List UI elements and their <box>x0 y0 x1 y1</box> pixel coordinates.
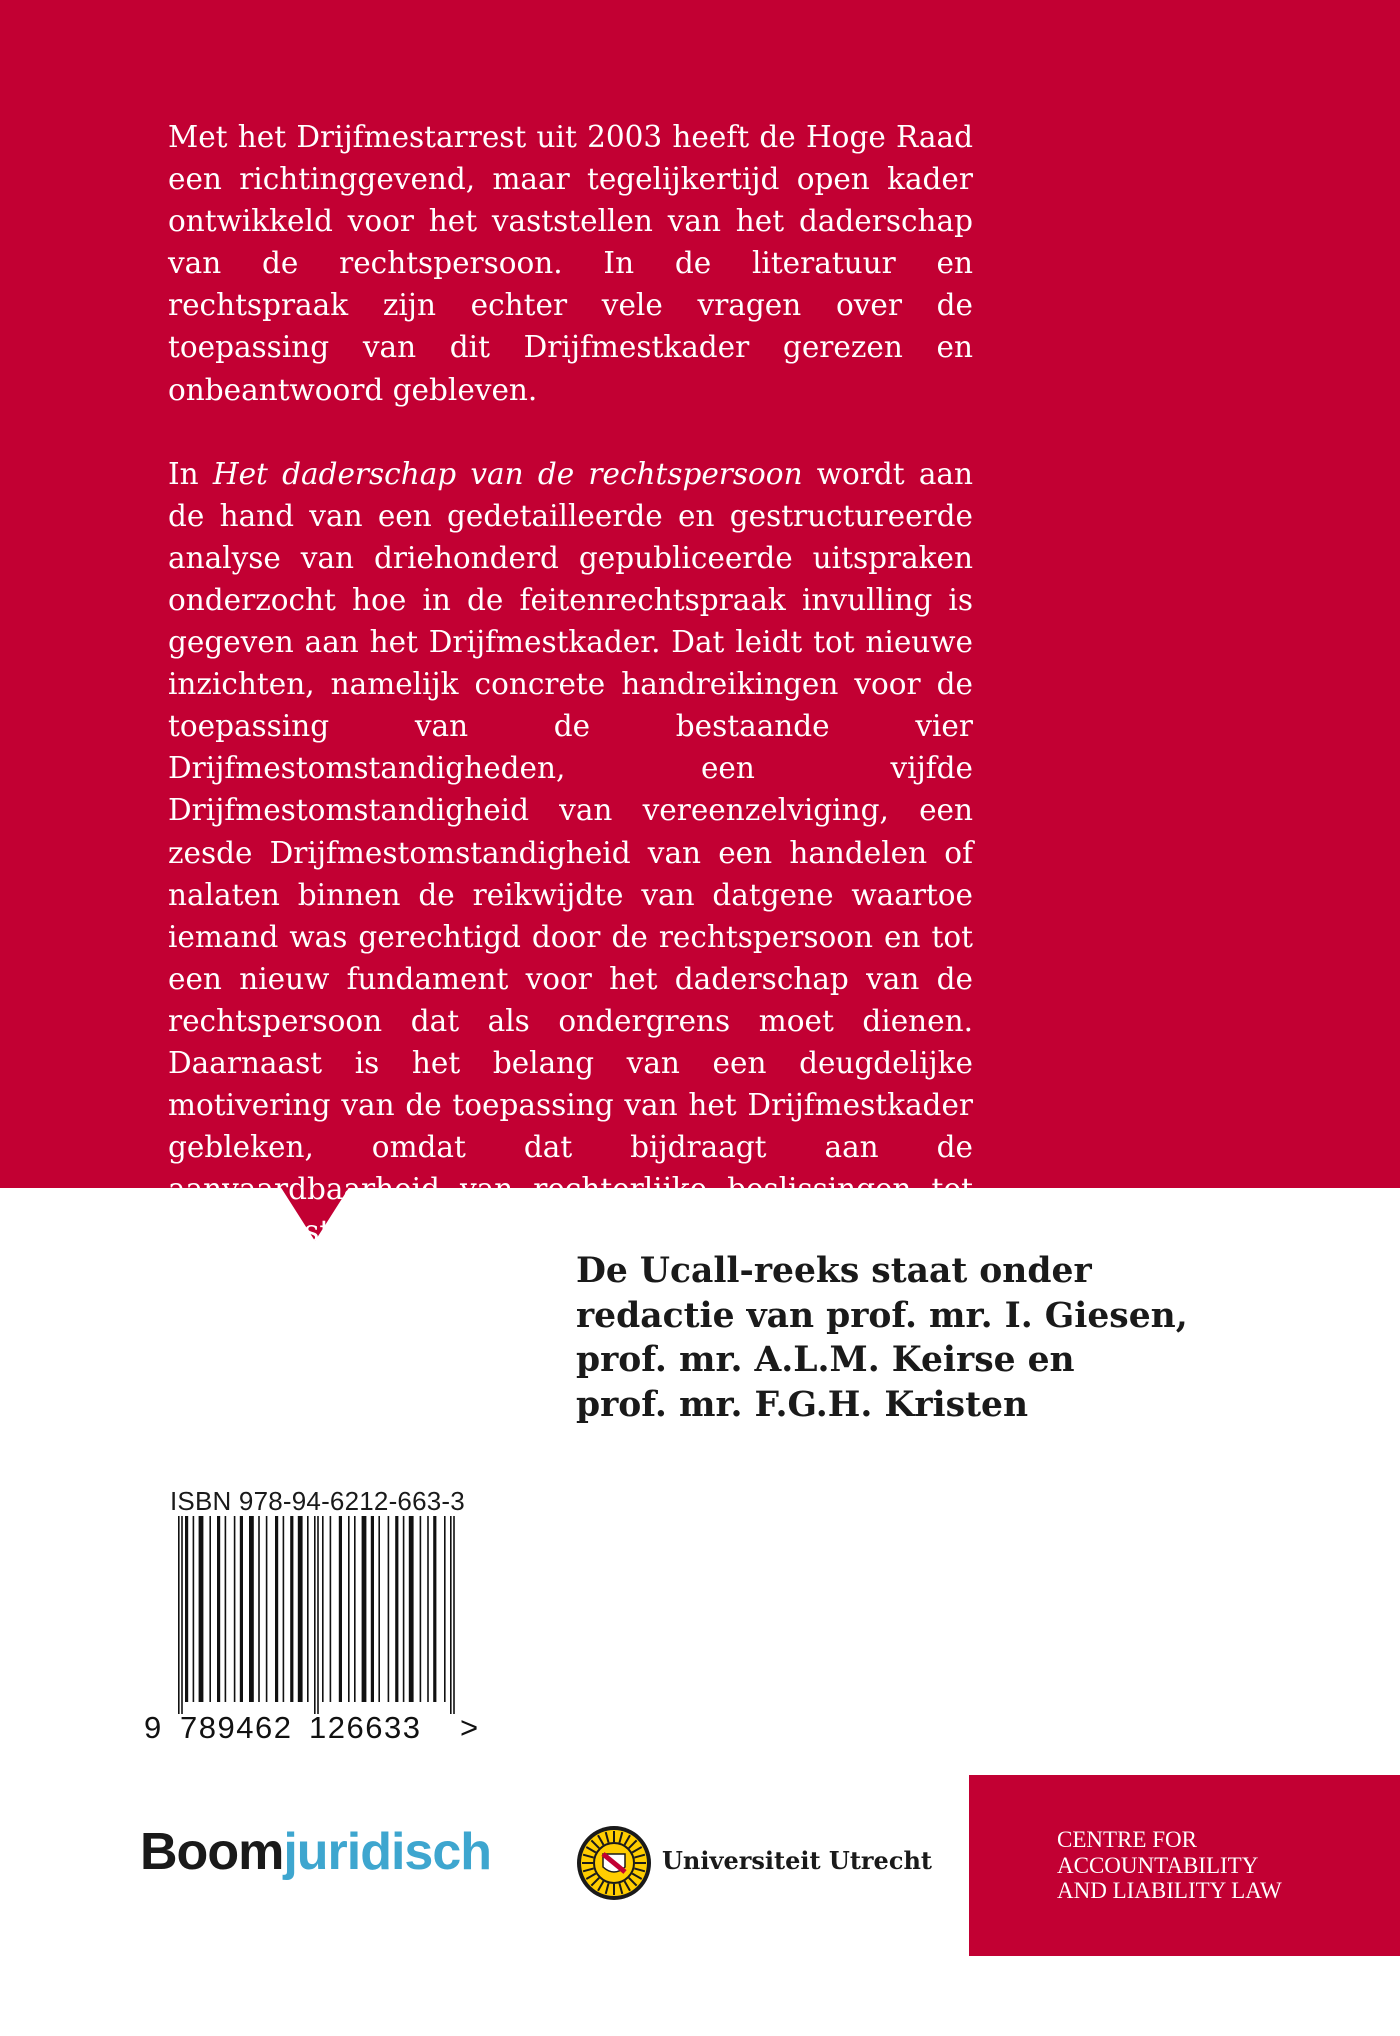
ucall-logo-text <box>1057 1827 1282 1904</box>
ucall-line-1: CENTRE FOR <box>1057 1827 1197 1852</box>
universiteit-utrecht-name: Universiteit Utrecht <box>662 1846 932 1875</box>
back-cover-blurb <box>168 116 973 1337</box>
ucall-line-3: AND LIABILITY LAW <box>1057 1878 1282 1903</box>
series-line-2: redactie van prof. mr. I. Giesen, <box>576 1295 1188 1336</box>
book-title-italic: Het daderschap van de rechtspersoon <box>212 456 803 491</box>
isbn-label: ISBN 978-94-6212-663-3 <box>170 1486 465 1516</box>
blurb-paragraph-2 <box>168 453 973 1295</box>
boom-logo-part1: Boom <box>140 1823 284 1881</box>
boom-logo-part2: juridisch <box>283 1823 492 1881</box>
ucall-line-2: ACCOUNTABILITY <box>1057 1852 1259 1878</box>
series-line-1: De Ucall-reeks staat onder <box>576 1251 1092 1291</box>
ucall-logo-box <box>969 1775 1400 1956</box>
series-editors-note <box>576 1249 1356 1427</box>
universiteit-utrecht-seal-icon <box>576 1825 652 1901</box>
series-line-3: prof. mr. A.L.M. Keirse en <box>576 1340 1075 1380</box>
isbn-barcode <box>138 1516 498 1756</box>
barcode-digits-right: 126633 <box>309 1710 422 1745</box>
blurb-paragraph-1: Met het Drijfmestarrest uit 2003 heeft de Hoge Raad een richtinggevend, maar tegelijkertijd open kader ontwikkeld voor het vaststellen van het daderschap van de rechtspersoon. In de literatuur en rechtspraak zijn echter vele vragen over de toepassing van dit Drijfmestkader gerezen en onbeantwoord gebleven. <box>168 120 973 407</box>
barcode-digit-first: 9 <box>144 1710 162 1745</box>
blurb-p2-rest: wordt aan de hand van een gedetailleerde en gestructureerde analyse van driehonderd gepubliceerde uitspraken onderzocht hoe in de feitenrechtspraak invulling is gegeven aan het Drijfmestkader. Dat leidt tot nieuwe inzichten, namelijk concrete handreikingen voor de toepassing van de bestaande vier Drijfmestomstandigheden, een vijfde Drijfmestomstandigheid van vereenzelviging, een zesde Drijfmestomstandigheid van een handelen of nalaten binnen de reikwijdte van datgene waartoe iemand was gerechtigd door de rechtspersoon en tot een nieuw fundament voor het daderschap van de rechtspersoon dat als ondergrens moet dienen. Daarnaast is het belang van een deugdelijke motivering van de toepassing van het Drijfmestkader gebleken, omdat dat bijdraagt aan de aanvaardbaarheid van rechterlijke beslissingen tot de vaststelling van het daderschap van de rechtspersoon. <box>168 456 974 1291</box>
boom-juridisch-logo <box>140 1822 491 1882</box>
series-line-4: prof. mr. F.G.H. Kristen <box>576 1384 1029 1425</box>
barcode-digits-left: 789462 <box>180 1710 293 1745</box>
blurb-p2-lead: In <box>168 456 213 491</box>
barcode-quiet-mark: > <box>460 1710 479 1745</box>
